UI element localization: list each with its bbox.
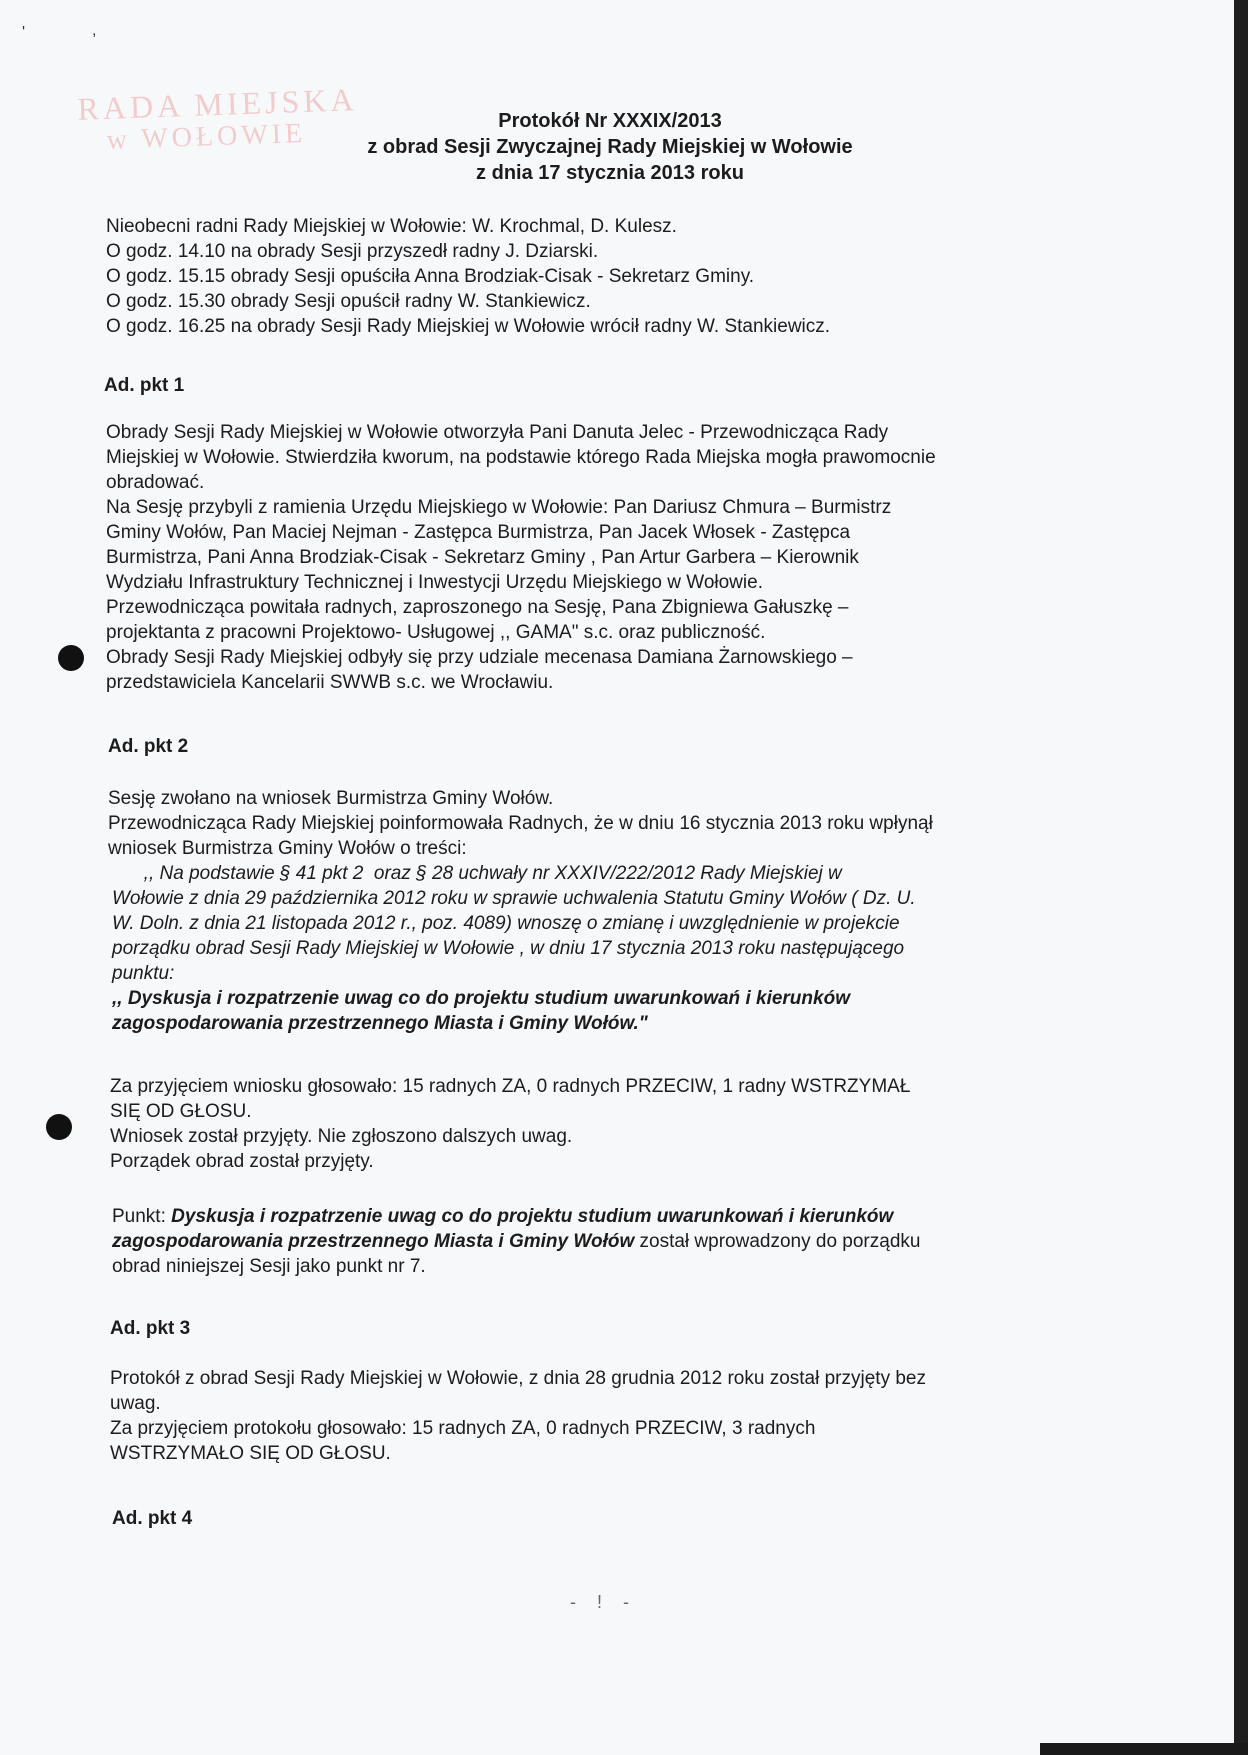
punkt-line xyxy=(112,1229,1112,1254)
pkt2-line: wniosek Burmistrza Gminy Wołów o treści: xyxy=(108,838,467,859)
section-heading-pkt1: Ad. pkt 1 xyxy=(104,375,185,396)
pkt3-body xyxy=(110,1366,1110,1466)
quote-line: ,, Na podstawie § 41 pkt 2 oraz § 28 uchwały nr XXXIV/222/2012 Rady Miejskiej w xyxy=(112,863,842,884)
protocol-number: Protokół Nr XXXIX/2013 xyxy=(498,110,722,132)
pkt1-line: Obrady Sesji Rady Miejskiej odbyły się przy udziale mecenasa Damiana Żarnowskiego – xyxy=(106,647,853,668)
pkt1-line: przedstawiciela Kancelarii SWWB s.c. we Wrocławiu. xyxy=(106,672,554,693)
vote-line: Za przyjęciem wniosku głosowało: 15 radnych ZA, 0 radnych PRZECIW, 1 radny WSTRZYMAŁ xyxy=(110,1076,911,1097)
protocol-subtitle: z obrad Sesji Zwyczajnej Rady Miejskiej w Wołowie xyxy=(367,136,853,158)
quote-line: porządku obrad Sesji Rady Miejskiej w Wołowie , w dniu 17 stycznia 2013 roku następującego xyxy=(112,938,905,959)
pkt3-line: Za przyjęciem protokołu głosowało: 15 radnych ZA, 0 radnych PRZECIW, 3 radnych xyxy=(110,1418,816,1439)
punkt-line xyxy=(112,1204,1112,1229)
pkt2-line: Przewodnicząca Rady Miejskiej poinformowała Radnych, że w dniu 16 stycznia 2013 roku wpłynął xyxy=(108,813,933,834)
punkt-bold: zagospodarowania przestrzennego Miasta i Gminy Wołów xyxy=(112,1231,635,1252)
document-header xyxy=(300,108,920,186)
pkt1-line: Wydziału Infrastruktury Technicznej i Inwestycji Urzędu Miejskiego w Wołowie. xyxy=(106,572,763,593)
pkt1-line: Przewodnicząca powitała radnych, zaproszonego na Sesję, Pana Zbigniewa Gałuszkę – xyxy=(106,597,849,618)
quote-bold-line: ,, Dyskusja i rozpatrzenie uwag co do projektu studium uwarunkowań i kierunków xyxy=(112,988,850,1009)
stamp-line-2: w WOŁOWIE xyxy=(106,117,307,156)
section-heading-pkt4: Ad. pkt 4 xyxy=(112,1508,193,1529)
protocol-date: z dnia 17 stycznia 2013 roku xyxy=(476,162,744,184)
pkt1-line: Burmistrza, Pani Anna Brodziak-Cisak - Sekretarz Gminy , Pan Artur Garbera – Kierownik xyxy=(106,547,859,568)
attendance-line: Nieobecni radni Rady Miejskiej w Wołowie: W. Krochmal, D. Kulesz. xyxy=(106,216,677,237)
scan-mark: ' xyxy=(22,24,26,41)
pkt1-line: Gminy Wołów, Pan Maciej Nejman - Zastępca Burmistrza, Pan Jacek Włosek - Zastępca xyxy=(106,522,851,543)
page-number-mark: - ! - xyxy=(570,1592,637,1612)
attendance-line: O godz. 15.30 obrady Sesji opuścił radny W. Stankiewicz. xyxy=(106,291,591,312)
scan-edge-bottom xyxy=(1040,1743,1248,1755)
punch-hole xyxy=(58,645,84,671)
pkt1-line: Miejskiej w Wołowie. Stwierdziła kworum, na podstawie którego Rada Miejska mogła prawomocnie xyxy=(106,447,936,468)
pkt1-line: Obrady Sesji Rady Miejskiej w Wołowie otworzyła Pani Danuta Jelec - Przewodnicząca Rady xyxy=(106,422,889,443)
pkt1-line: obradować. xyxy=(106,472,205,493)
punkt-prefix: Punkt: xyxy=(112,1206,172,1227)
attendance-line: O godz. 15.15 obrady Sesji opuściła Anna Brodziak-Cisak - Sekretarz Gminy. xyxy=(106,266,755,287)
section-heading-pkt2: Ad. pkt 2 xyxy=(108,736,189,757)
quote-line: Wołowie z dnia 29 października 2012 roku w sprawie uchwalenia Statutu Gminy Wołów ( Dz. U. xyxy=(112,888,916,909)
punkt-rest: został wprowadzony do porządku xyxy=(634,1231,921,1252)
vote-line: SIĘ OD GŁOSU. xyxy=(110,1101,252,1122)
punch-hole xyxy=(46,1114,72,1140)
pkt1-line: Na Sesję przybyli z ramienia Urzędu Miejskiego w Wołowie: Pan Dariusz Chmura – Burmistrz xyxy=(106,497,892,518)
pkt1-body xyxy=(106,420,1106,695)
punkt-line: obrad niniejszej Sesji jako punkt nr 7. xyxy=(112,1256,426,1277)
section-heading-pkt3: Ad. pkt 3 xyxy=(110,1318,191,1339)
attendance-section xyxy=(106,214,1106,339)
quote-bold-line: zagospodarowania przestrzennego Miasta i Gminy Wołów." xyxy=(112,1013,648,1034)
pkt2-punkt xyxy=(112,1204,1112,1279)
attendance-line: O godz. 16.25 na obrady Sesji Rady Miejskiej w Wołowie wrócił radny W. Stankiewicz. xyxy=(106,316,831,337)
pkt1-line: projektanta z pracowni Projektowo- Usługowej ,, GAMA" s.c. oraz publiczność. xyxy=(106,622,766,643)
pkt2-vote xyxy=(110,1074,1110,1174)
quote-line: punktu: xyxy=(112,963,175,984)
scan-mark: , xyxy=(92,22,97,39)
vote-line: Porządek obrad został przyjęty. xyxy=(110,1151,374,1172)
pkt3-line: WSTRZYMAŁO SIĘ OD GŁOSU. xyxy=(110,1443,391,1464)
punkt-bold: Dyskusja i rozpatrzenie uwag co do projektu studium uwarunkowań i kierunków xyxy=(171,1206,894,1227)
pkt2-body xyxy=(108,786,1108,1036)
attendance-line: O godz. 14.10 na obrady Sesji przyszedł radny J. Dziarski. xyxy=(106,241,599,262)
quote-line: W. Doln. z dnia 21 listopada 2012 r., poz. 4089) wnoszę o zmianę i uwzględnienie w projekcie xyxy=(112,913,900,934)
pkt3-line: uwag. xyxy=(110,1393,161,1414)
scan-edge-right xyxy=(1234,0,1248,1755)
vote-line: Wniosek został przyjęty. Nie zgłoszono dalszych uwag. xyxy=(110,1126,573,1147)
pkt3-line: Protokół z obrad Sesji Rady Miejskiej w Wołowie, z dnia 28 grudnia 2012 roku został przyjęty bez xyxy=(110,1368,926,1389)
pkt2-line: Sesję zwołano na wniosek Burmistrza Gminy Wołów. xyxy=(108,788,554,809)
stamp-line-1: RADA MIEJSKA xyxy=(76,81,359,127)
